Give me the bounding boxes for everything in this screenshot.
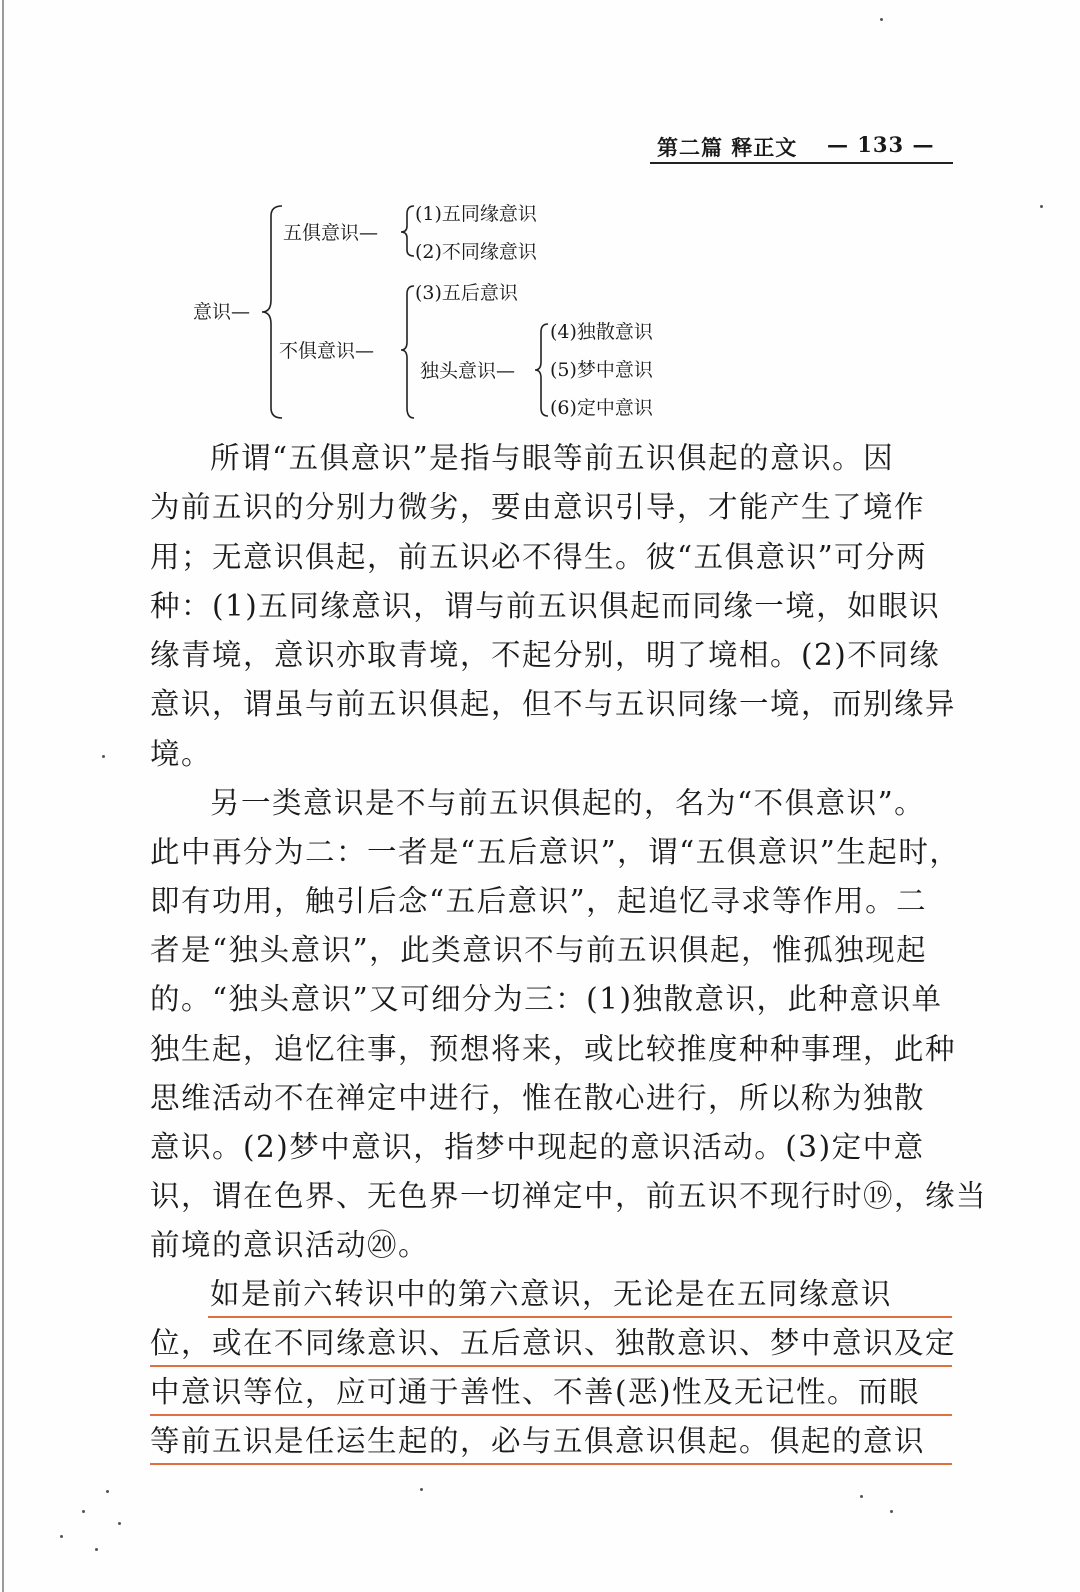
highlighted-line: 位，或在不同缘意识、五后意识、独散意识、梦中意识及定 [150, 1326, 957, 1360]
scan-speck [890, 1510, 893, 1513]
tree-branch-five-co-arising: 五俱意识— [283, 222, 379, 244]
tree-leaf-3: (3)五后意识 [415, 282, 518, 304]
scan-speck [95, 1548, 98, 1551]
paragraph-line: 用；无意识俱起，前五识必不得生。彼“五俱意识”可分两 [150, 540, 928, 574]
paragraph-line: 缘青境，意识亦取青境，不起分别，明了境相。(2)不同缘 [150, 638, 941, 672]
paragraph-line: 识，谓在色界、无色界一切禅定中，前五识不现行时⑲，缘当 [150, 1179, 988, 1213]
paragraph-line: 此中再分为二：一者是“五后意识”，谓“五俱意识”生起时， [150, 835, 961, 869]
orange-underline [150, 1365, 952, 1367]
paragraph-line: 者是“独头意识”，此类意识不与前五识俱起，惟孤独现起 [150, 933, 928, 967]
scan-speck [860, 1495, 863, 1498]
paragraph-line: 所谓“五俱意识”是指与眼等前五识俱起的意识。因 [210, 441, 895, 475]
scan-speck [1040, 205, 1043, 208]
orange-underline [208, 1316, 952, 1318]
paragraph-line: 即有功用，触引后念“五后意识”，起追忆寻求等作用。二 [150, 884, 928, 918]
tree-root: 意识— [193, 301, 251, 323]
scan-speck [102, 755, 105, 758]
branch-b-brace [401, 286, 414, 418]
paragraph-line: 意识，谓虽与前五识俱起，但不与五识同缘一境，而别缘异 [150, 687, 957, 721]
root-brace [262, 206, 282, 418]
scan-speck [420, 1488, 423, 1491]
paragraph-line: 的。“独头意识”又可细分为三：(1)独散意识，此种意识单 [150, 982, 943, 1016]
branch-c-brace [535, 324, 548, 416]
paragraph-line: 种：(1)五同缘意识，谓与前五识俱起而同缘一境，如眼识 [150, 589, 941, 623]
scan-speck [82, 1510, 85, 1513]
orange-underline [150, 1463, 952, 1465]
tree-leaf-1: (1)五同缘意识 [415, 203, 537, 225]
paragraph-line: 另一类意识是不与前五识俱起的，名为“不俱意识”。 [210, 786, 926, 820]
tree-leaf-4: (4)独散意识 [550, 321, 653, 343]
scan-speck [118, 1522, 121, 1525]
tree-braces [0, 0, 1080, 430]
scan-speck [106, 1490, 109, 1493]
branch-a-brace [401, 206, 414, 256]
tree-branch-non-co-arising: 不俱意识— [279, 340, 375, 362]
paragraph-line: 思维活动不在禅定中进行，惟在散心进行，所以称为独散 [150, 1081, 926, 1115]
paragraph-line: 境。 [150, 737, 213, 771]
highlighted-line: 中意识等位，应可通于善性、不善(恶)性及无记性。而眼 [150, 1375, 921, 1409]
scan-speck [60, 1535, 63, 1538]
paragraph-line: 为前五识的分别力微劣，要由意识引导，才能产生了境作 [150, 490, 926, 524]
highlighted-line: 等前五识是任运生起的，必与五俱意识俱起。俱起的意识 [150, 1424, 926, 1458]
paragraph-line: 意识。(2)梦中意识，指梦中现起的意识活动。(3)定中意 [150, 1130, 925, 1164]
paragraph-line: 前境的意识活动⑳。 [150, 1228, 430, 1262]
page-number: — 133 — [827, 132, 935, 157]
tree-leaf-2: (2)不同缘意识 [415, 241, 537, 263]
scan-speck [880, 18, 883, 21]
running-head-title: 第二篇 释正文 [657, 135, 798, 160]
orange-underline [150, 1414, 952, 1416]
tree-leaf-5: (5)梦中意识 [550, 359, 653, 381]
highlighted-line: 如是前六转识中的第六意识，无论是在五同缘意识 [210, 1277, 893, 1311]
tree-leaf-6: (6)定中意识 [550, 397, 653, 419]
tree-branch-independent: 独头意识— [420, 360, 516, 382]
paragraph-line: 独生起，追忆往事，预想将来，或比较推度种种事理，此种 [150, 1032, 957, 1066]
